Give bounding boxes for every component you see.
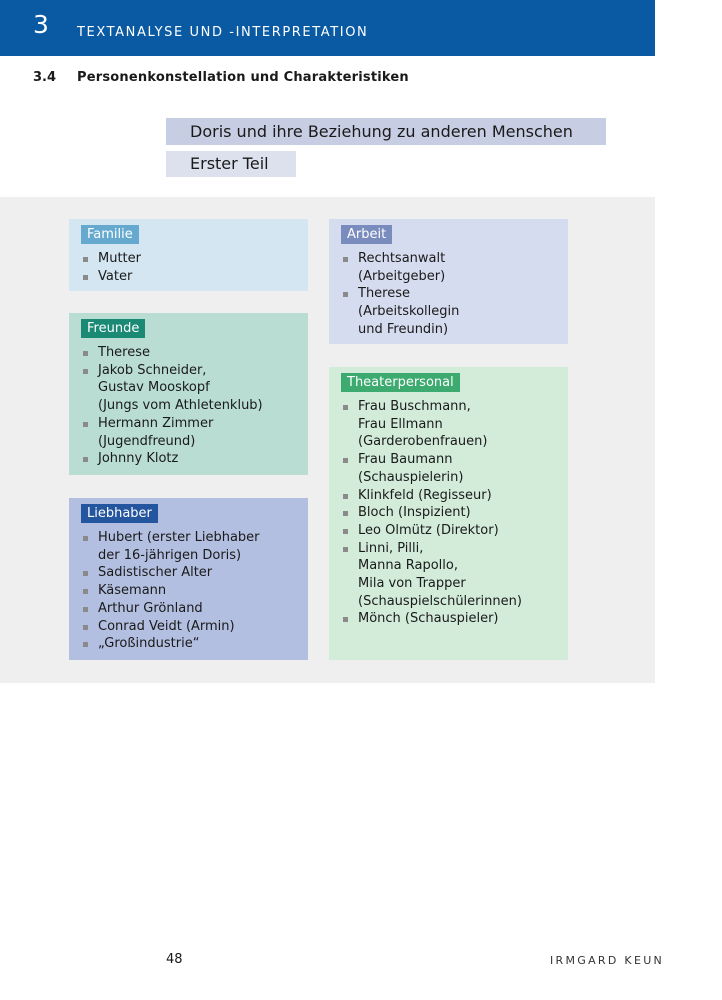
freunde-list [83,344,263,468]
list-item: Mutter [83,250,141,268]
relationship-diagram-panel [0,197,655,683]
list-item: Arthur Grönland [83,600,260,618]
list-item: Vater [83,268,141,286]
list-item: Rechtsanwalt (Arbeitgeber) [343,250,459,285]
chapter-header-bar [0,0,655,56]
chapter-title: TEXTANALYSE UND -INTERPRETATION [77,25,369,40]
list-item: Therese (Arbeitskollegin und Freundin) [343,285,459,338]
list-item: Jakob Schneider, Gustav Mooskopf (Jungs vom Athletenklub) [83,362,263,415]
list-item: Mönch (Schauspieler) [343,610,522,628]
list-item: Johnny Klotz [83,450,263,468]
freunde-box [69,313,308,475]
list-item: Käsemann [83,582,260,600]
page-number: 48 [166,952,183,967]
list-item: Hubert (erster Liebhaber der 16-jährigen Doris) [83,529,260,564]
diagram-main-heading: Doris und ihre Beziehung zu anderen Menschen [166,118,606,145]
liebhaber-box [69,498,308,660]
arbeit-list [343,250,459,339]
list-item: Klinkfeld (Regisseur) [343,487,522,505]
section-title: Personenkonstellation und Charakteristiken [77,70,409,85]
list-item: Frau Baumann (Schauspielerin) [343,451,522,486]
familie-label: Familie [81,225,139,244]
list-item: Hermann Zimmer (Jugendfreund) [83,415,263,450]
diagram-sub-heading: Erster Teil [166,151,296,177]
theaterpersonal-list [343,398,522,628]
list-item: Leo Olmütz (Direktor) [343,522,522,540]
chapter-number: 3 [33,10,49,39]
list-item: Therese [83,344,263,362]
familie-box [69,219,308,291]
freunde-label: Freunde [81,319,145,338]
liebhaber-list [83,529,260,653]
arbeit-label: Arbeit [341,225,392,244]
familie-list [83,250,141,285]
author-name: IRMGARD KEUN [550,954,665,967]
list-item: Bloch (Inspizient) [343,504,522,522]
section-number: 3.4 [33,70,57,85]
arbeit-box [329,219,568,344]
theaterpersonal-label: Theaterpersonal [341,373,460,392]
list-item: Conrad Veidt (Armin) [83,618,260,636]
list-item: Frau Buschmann, Frau Ellmann (Garderobenfrauen) [343,398,522,451]
list-item: Sadistischer Alter [83,564,260,582]
theaterpersonal-box [329,367,568,660]
list-item: „Großindustrie“ [83,635,260,653]
list-item: Linni, Pilli, Manna Rapollo, Mila von Trapper (Schauspielschülerinnen) [343,540,522,611]
liebhaber-label: Liebhaber [81,504,158,523]
